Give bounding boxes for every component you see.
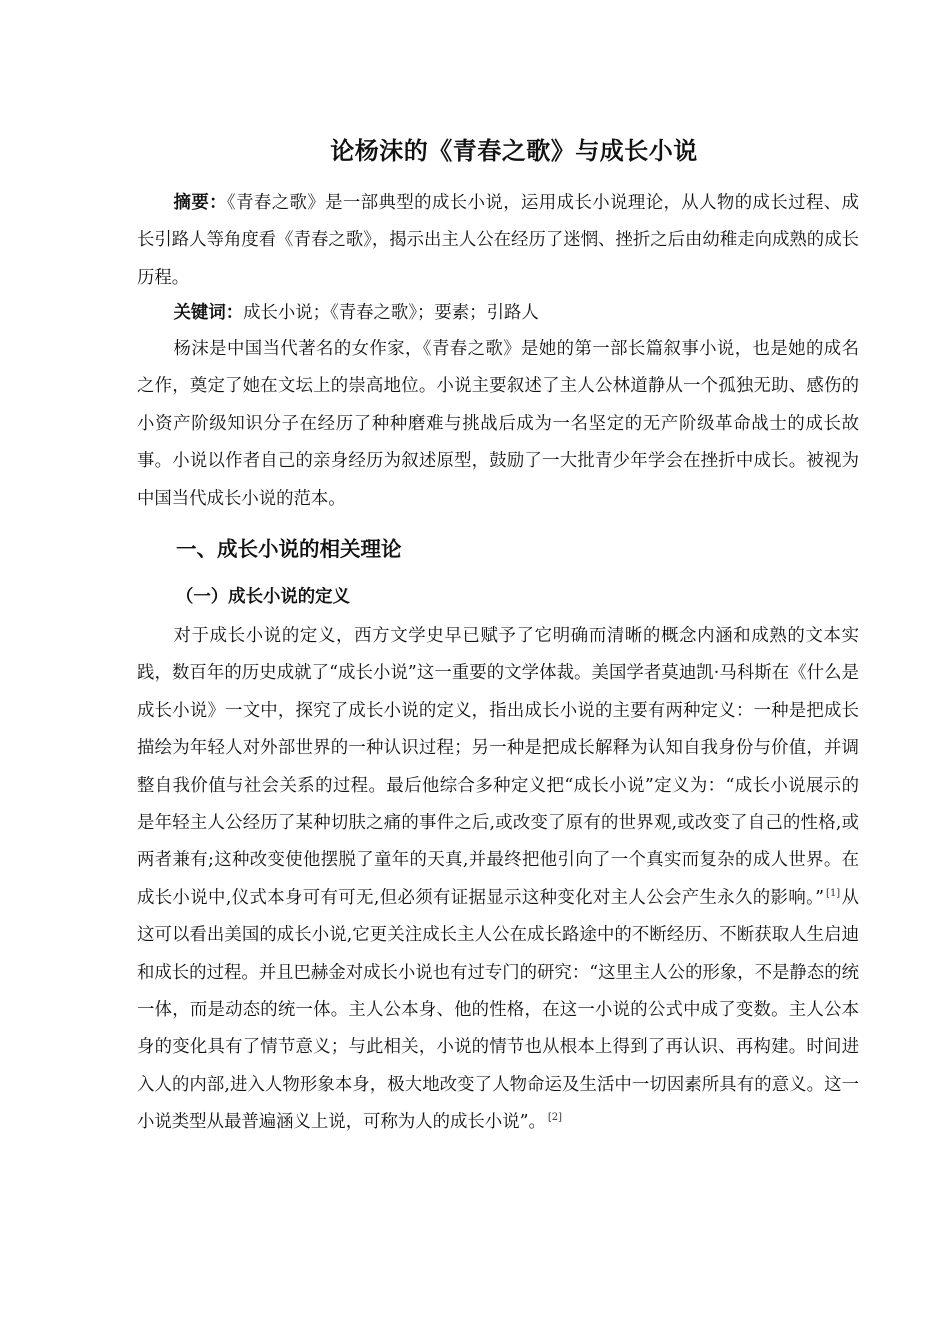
- keywords-paragraph: [137, 295, 859, 332]
- abstract-label: 摘要：: [173, 193, 227, 213]
- paper-title: 论杨沫的《青春之歌》与成长小说: [330, 137, 698, 165]
- keywords-label: 关键词：: [173, 303, 244, 323]
- abstract-text: 《青春之歌》是一部典型的成长小说，运用成长小说理论，从人物的成长过程、成长引路人等角度看《青春之歌》，揭示出主人公在经历了迷惘、挫折之后由幼稚走向成熟的成长历程。: [137, 193, 859, 288]
- citation-ref-1[interactable]: [1]: [826, 887, 841, 899]
- body-paragraph: [137, 618, 859, 1142]
- body-text-part2: 从这可以看出美国的成长小说,它更关注成长主人公在成长路途中的不断经历、不断获取人生启迪和成长的过程。并且巴赫金对成长小说也有过专门的研究：“这里主人公的形象，不是静态的统一体，而是动态的统一体。主人公本身、他的性格，在这一小说的公式中成了变数。主人公本身的变化具有了情节意义；与此相关，小说的情节也从根本上得到了再认识、再构建。时间进入人的内部,进入人物形象本身，极大地改变了人物命运及生活中一切因素所具有的意义。这一小说类型从最普遍涵义上说，可称为人的成长小说”。: [137, 887, 859, 1133]
- abstract-paragraph: [137, 185, 859, 297]
- keywords-text: 成长小说；《青春之歌》；要素；引路人: [243, 303, 539, 323]
- body-text-part1: 对于成长小说的定义，西方文学史早已赋予了它明确而清晰的概念内涵和成熟的文本实践，数百年的历史成就了“成长小说”这一重要的文学体裁。美国学者莫迪凯·马科斯在《什么是成长小说》一文中，探究了成长小说的定义，指出成长小说的主要有两种定义：一种是把成长描绘为年轻人对外部世界的一种认识过程；另一种是把成长解释为认知自我身份与价值，并调整自我价值与社会关系的过程。最后他综合多种定义把“成长小说”定义为：“成长小说展示的是年轻主人公经历了某种切肤之痛的事件之后,或改变了原有的世界观,或改变了自己的性格,或两者兼有;这种改变使他摆脱了童年的天真,并最终把他引向了一个真实而复杂的成人世界。在成长小说中,仪式本身可有可无,但必须有证据显示这种变化对主人公会产生永久的影响。”: [137, 626, 859, 908]
- intro-paragraph: 杨沫是中国当代著名的女作家，《青春之歌》是她的第一部长篇叙事小说，也是她的成名之作，奠定了她在文坛上的崇高地位。小说主要叙述了主人公林道静从一个孤独无助、感伤的小资产阶级知识分子在经历了种种磨难与挑战后成为一名坚定的无产阶级革命战士的成长故事。小说以作者自己的亲身经历为叙述原型，鼓励了一大批青少年学会在挫折中成长。被视为中国当代成长小说的范本。: [137, 339, 859, 509]
- citation-ref-2[interactable]: [2]: [547, 1112, 563, 1124]
- section-heading: 一、成长小说的相关理论: [176, 537, 402, 561]
- subsection-heading: （一）成长小说的定义: [176, 587, 350, 607]
